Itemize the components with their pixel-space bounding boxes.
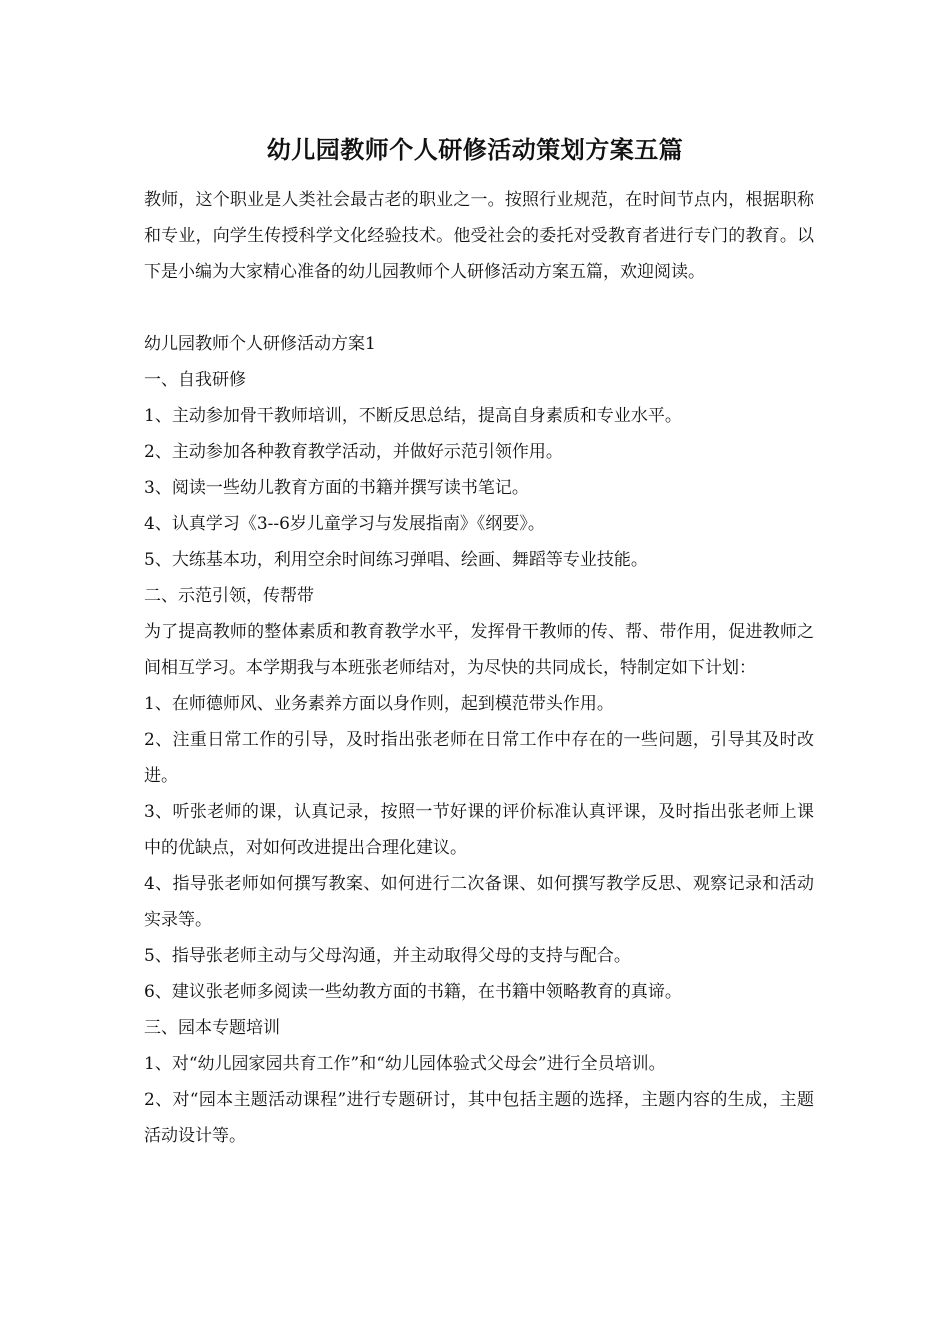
list-item: 3、阅读一些幼儿教育方面的书籍并撰写读书笔记。	[144, 478, 529, 498]
list-item: 6、建议张老师多阅读一些幼教方面的书籍，在书籍中领略教育的真谛。	[144, 982, 682, 1002]
section-intro: 为了提高教师的整体素质和教育教学水平，发挥骨干教师的传、帮、带作用，促进教师之间相互学习。本学期我与本班张老师结对，为尽快的共同成长，特制定如下计划：	[144, 622, 814, 678]
list-item: 1、主动参加骨干教师培训，不断反思总结，提高自身素质和专业水平。	[144, 406, 682, 426]
plan-heading: 幼儿园教师个人研修活动方案1	[144, 334, 376, 354]
list-item: 2、对“园本主题活动课程”进行专题研讨，其中包括主题的选择，主题内容的生成，主题活动设计等。	[144, 1090, 814, 1146]
list-item: 4、认真学习《3--6岁儿童学习与发展指南》《纲要》。	[144, 514, 545, 534]
section-heading: 二、示范引领，传帮带	[144, 586, 314, 606]
document-body	[144, 182, 814, 1154]
list-item: 3、听张老师的课，认真记录，按照一节好课的评价标准认真评课，及时指出张老师上课中的优缺点，对如何改进提出合理化建议。	[144, 802, 814, 858]
intro-paragraph: 教师，这个职业是人类社会最古老的职业之一。按照行业规范，在时间节点内，根据职称和专业，向学生传授科学文化经验技术。他受社会的委托对受教育者进行专门的教育。以下是小编为大家精心准备的幼儿园教师个人研修活动方案五篇，欢迎阅读。	[144, 190, 814, 282]
paragraph-gap	[144, 290, 814, 326]
list-item: 1、对“幼儿园家园共育工作”和“幼儿园体验式父母会”进行全员培训。	[144, 1054, 666, 1074]
list-item: 5、指导张老师主动与父母沟通，并主动取得父母的支持与配合。	[144, 946, 631, 966]
list-item: 2、主动参加各种教育教学活动，并做好示范引领作用。	[144, 442, 563, 462]
list-item: 2、注重日常工作的引导，及时指出张老师在日常工作中存在的一些问题，引导其及时改进。	[144, 730, 814, 786]
document-title: 幼儿园教师个人研修活动策划方案五篇	[266, 135, 684, 164]
list-item: 1、在师德师风、业务素养方面以身作则，起到模范带头作用。	[144, 694, 614, 714]
list-item: 4、指导张老师如何撰写教案、如何进行二次备课、如何撰写教学反思、观察记录和活动实录等。	[144, 874, 814, 930]
list-item: 5、大练基本功，利用空余时间练习弹唱、绘画、舞蹈等专业技能。	[144, 550, 648, 570]
section-heading: 三、园本专题培训	[144, 1018, 280, 1038]
section-heading: 一、自我研修	[144, 370, 246, 390]
